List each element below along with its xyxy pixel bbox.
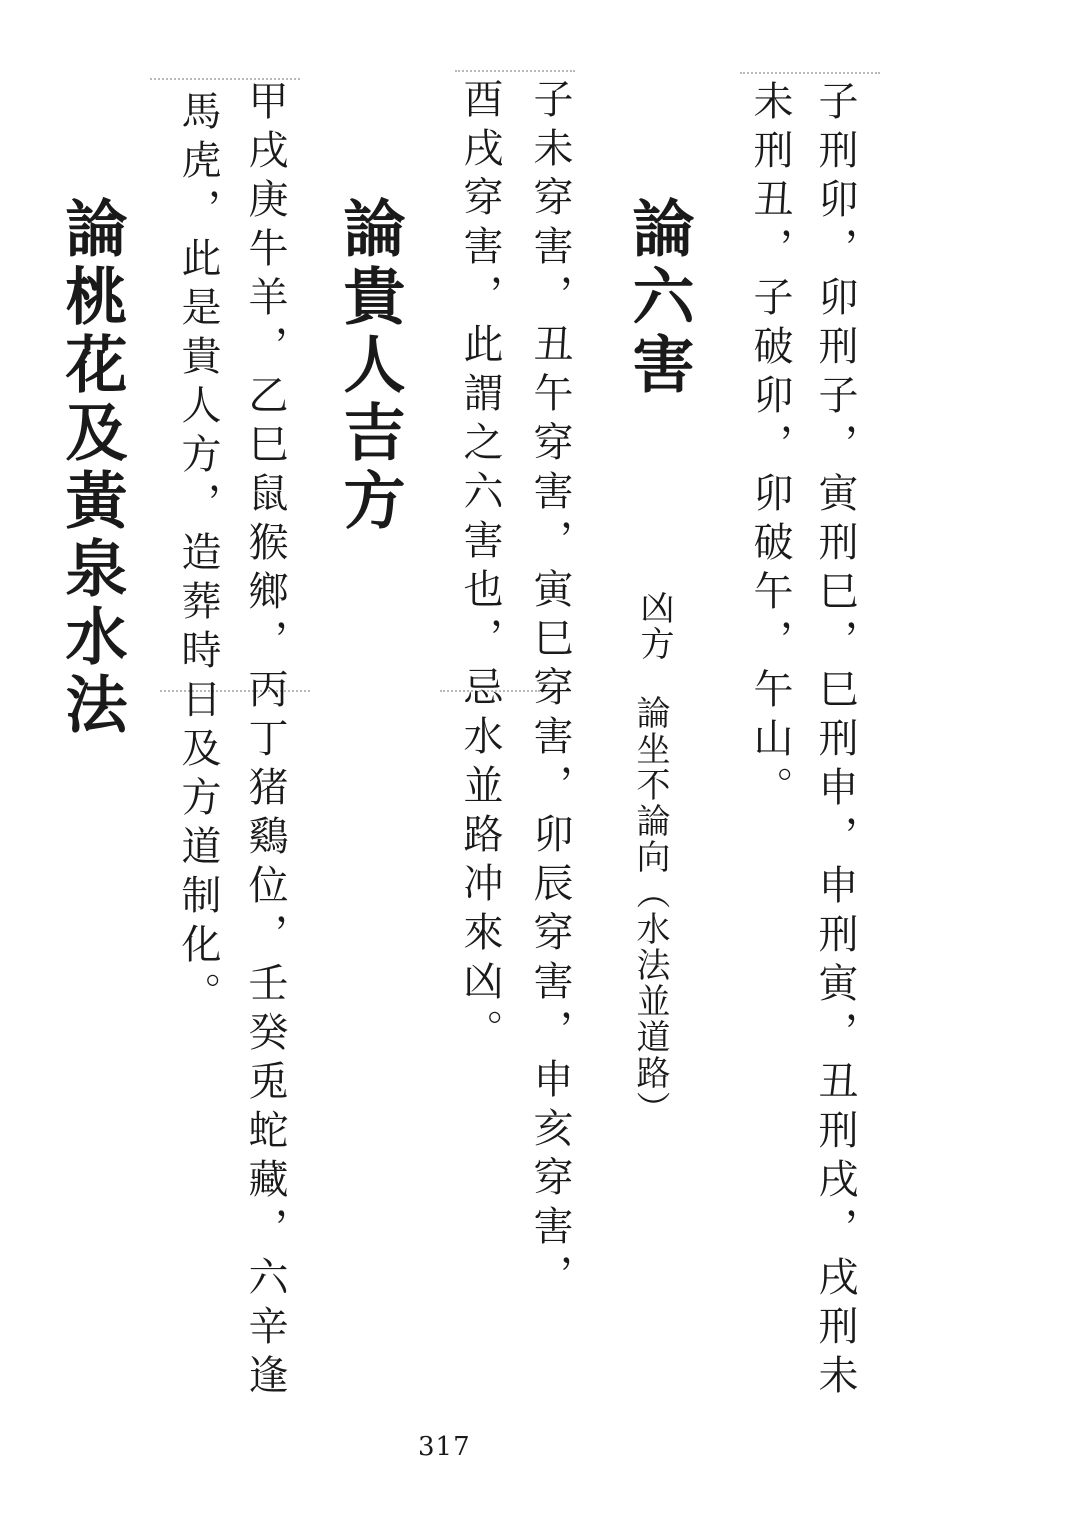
text-column-6: 馬虎，此是貴人方，造葬時日及方道制化。 — [175, 90, 221, 1021]
scan-noise — [455, 70, 575, 72]
text-column-2: 未刑丑，子破卯，卯破午，午山。 — [747, 80, 793, 815]
section-title-six-harms: 論六害 — [622, 196, 695, 400]
page-number: 317 — [418, 1432, 471, 1462]
text-column-5: 甲戌庚牛羊，乙巳鼠猴鄉，丙丁猪鷄位，壬癸兎蛇藏，六辛逢 — [242, 80, 288, 1403]
side-note-water-road: 論坐不論向（水法並道路） — [630, 695, 670, 1127]
scan-noise — [740, 72, 880, 74]
section-title-peach-blossom: 論桃花及黃泉水法 — [55, 196, 128, 740]
text-column-3: 子未穿害，丑午穿害，寅巳穿害，卯辰穿害，申亥穿害， — [527, 78, 573, 1303]
text-column-4: 酉戌穿害，此謂之六害也，忌水並路冲來凶。 — [457, 78, 503, 1058]
section-title-noble-direction: 論貴人吉方 — [333, 196, 406, 536]
text-column-1: 子刑卯，卯刑子，寅刑巳，巳刑申，申刑寅，丑刑戌，戌刑未 — [812, 80, 858, 1403]
side-note-direction: 凶方 — [634, 590, 674, 662]
